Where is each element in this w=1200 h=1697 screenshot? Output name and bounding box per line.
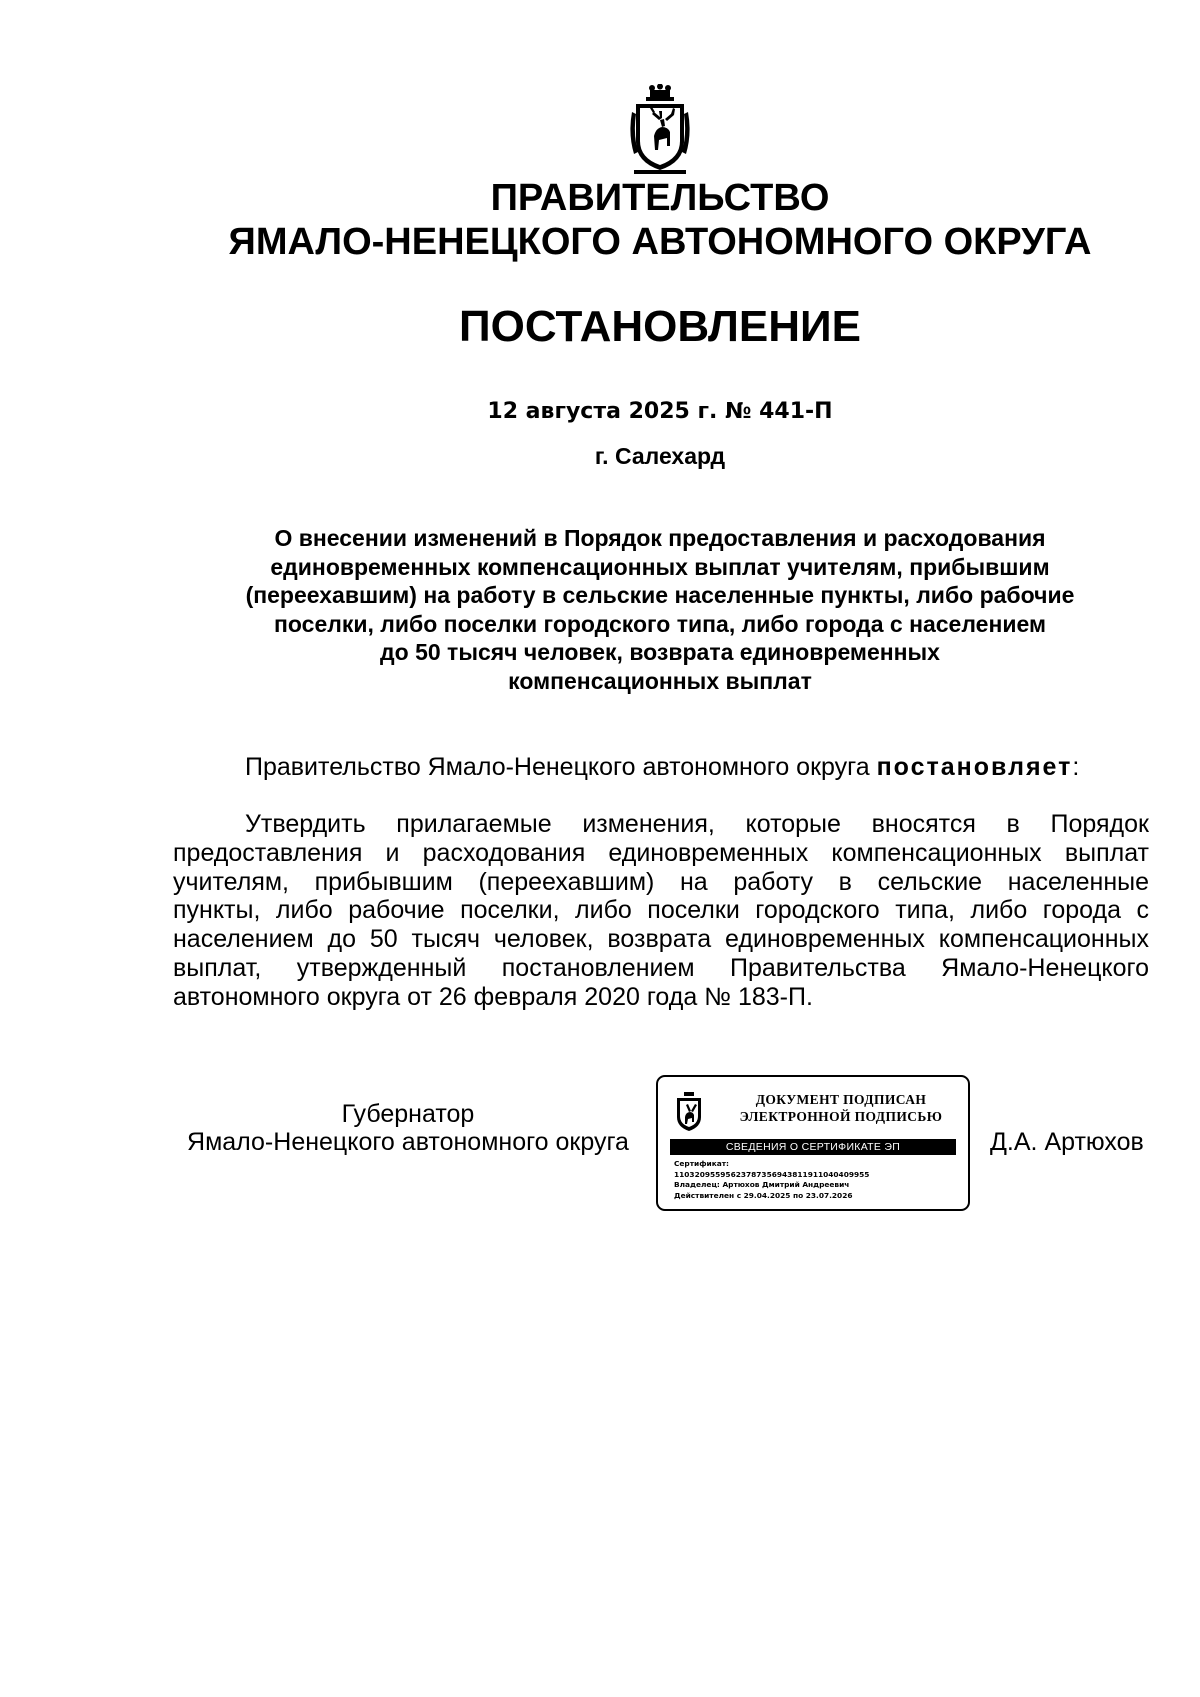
- intro-paragraph: [245, 752, 1145, 782]
- signer-name: Д.А. Артюхов: [990, 1128, 1144, 1156]
- coat-of-arms-icon: [626, 84, 694, 176]
- body-line: Утвердить прилагаемые изменения, которые вносятся в Порядок: [245, 810, 1149, 838]
- body-line: предоставления и расходования единовременных компенсационных выплат: [173, 838, 1149, 867]
- electronic-signature-stamp: [656, 1075, 970, 1211]
- certificate-label: Сертификат:: [674, 1159, 729, 1168]
- intro-text: Правительство Ямало-Ненецкого автономного округа: [245, 753, 870, 781]
- body-line: населением до 50 тысяч человек, возврата единовременных компенсационных: [173, 925, 1149, 954]
- body-paragraph: [173, 810, 1149, 1012]
- stamp-heading-line2: ЭЛЕКТРОННОЙ ПОДПИСЬЮ: [739, 1109, 943, 1124]
- position-line1: Губернатор: [341, 1100, 475, 1128]
- government-title-line2: ЯМАЛО-НЕНЕЦКОГО АВТОНОМНОГО ОКРУГА: [228, 221, 1092, 263]
- subject-line: О внесении изменений в Порядок предоставления и расходования: [274, 525, 1046, 551]
- city: г. Салехард: [594, 443, 726, 469]
- decree-subject: [0, 524, 1200, 696]
- intro-colon: :: [1072, 753, 1080, 781]
- body-line: выплат, утвержденный постановлением Правительства Ямало-Ненецкого: [173, 953, 1149, 982]
- subject-line: единовременных компенсационных выплат учителям, прибывшим: [270, 553, 1050, 580]
- certificate-info-bar: СВЕДЕНИЯ О СЕРТИФИКАТЕ ЭП: [670, 1139, 956, 1155]
- government-title-line1: ПРАВИТЕЛЬСТВО: [490, 177, 830, 219]
- government-title: [0, 176, 1200, 264]
- certificate-owner: Владелец: Артюхов Дмитрий Андреевич: [674, 1180, 850, 1189]
- decree-verb: постановляет: [876, 753, 1073, 781]
- governor-position: [173, 1100, 643, 1156]
- subject-line: компенсационных выплат: [508, 667, 812, 694]
- body-line: автономного округа от 26 февраля 2020 года № 183-П.: [173, 982, 813, 1011]
- stamp-emblem-icon: [674, 1091, 704, 1133]
- certificate-number: 11032095595623787356943811911040409955: [674, 1169, 870, 1179]
- subject-line: до 50 тысяч человек, возврата единовременных: [380, 639, 940, 666]
- document-type: ПОСТАНОВЛЕНИЕ: [458, 302, 862, 351]
- certificate-validity: Действителен с 29.04.2025 по 23.07.2026: [674, 1190, 853, 1200]
- position-line2: Ямало-Ненецкого автономного округа: [187, 1128, 629, 1156]
- stamp-heading: [724, 1091, 958, 1125]
- stamp-heading-line1: ДОКУМЕНТ ПОДПИСАН: [755, 1092, 927, 1107]
- date-and-number: 12 августа 2025 г. № 441-П: [487, 399, 833, 424]
- subject-line: (переехавшим) на работу в сельские населенные пункты, либо рабочие: [245, 582, 1075, 609]
- subject-line: поселки, либо поселки городского типа, либо города с населением: [274, 610, 1046, 637]
- certificate-details: [674, 1159, 869, 1201]
- body-line: пункты, либо рабочие поселки, либо поселки городского типа, либо города с: [173, 896, 1149, 925]
- body-line: учителям, прибывшим (переехавшим) на работу в сельские населенные: [173, 867, 1149, 896]
